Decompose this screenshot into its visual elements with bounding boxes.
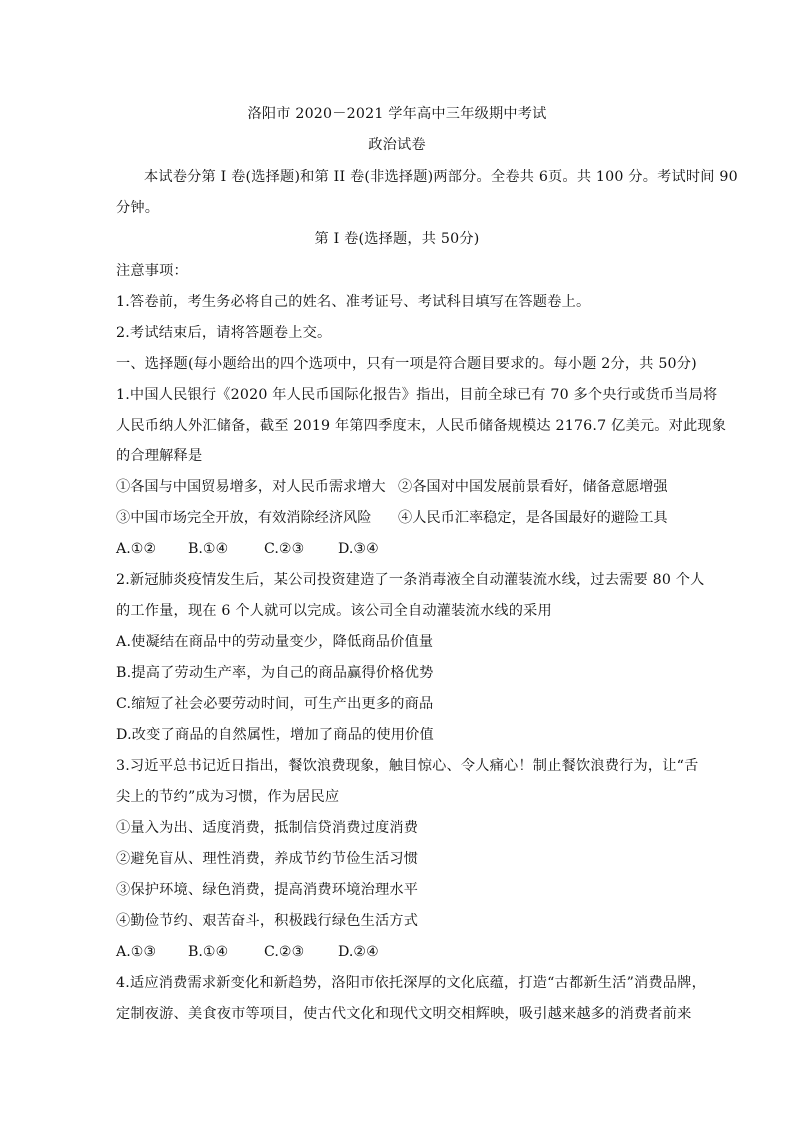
q1-statement-3: ③中国市场完全开放，有效消除经济风险: [116, 510, 372, 526]
q1-statements-row-1: [116, 477, 668, 497]
q3-statement-1: ①量入为出、适度消费，抵制信贷消费过度消费: [116, 820, 419, 836]
q1-stem-line-2: 人民币纳人外汇储备，截至 2019 年第四季度末，人民币储备规模达 2176.7 亿美元。对此现象: [116, 418, 727, 434]
q3-option-c: C.②③: [264, 944, 305, 960]
q3-option-b: B.①④: [188, 944, 229, 960]
q1-statement-4: ④人民币汇率稳定，是各国最好的避险工具: [398, 510, 668, 526]
note-item-1: 1.答卷前，考生务必将自己的姓名、准考证号、考试科目填写在答题卷上。: [116, 294, 591, 310]
q1-stem-line-3: 的合理解释是: [116, 448, 203, 464]
q4-stem-line-1: 4.适应消费需求新变化和新趋势，洛阳市依托深厚的文化底蕴，打造“古都新生活”消费品牌，: [116, 975, 706, 991]
q1-option-b: B.①④: [188, 541, 229, 557]
q2-option-a: A.使凝结在商品中的劳动量变少，降低商品价值量: [116, 634, 434, 650]
q1-options: [116, 539, 379, 559]
q1-option-a: A.①②: [116, 541, 157, 557]
q1-option-d: D.③④: [338, 541, 379, 557]
q1-statement-1: ①各国与中国贸易增多，对人民币需求增大: [116, 479, 386, 495]
notes-heading: 注意事项：: [116, 263, 188, 279]
q1-statement-2: ②各国对中国发展前景看好，储备意愿增强: [398, 479, 668, 495]
q2-stem-line-1: 2.新冠肺炎疫情发生后，某公司投资建造了一条消毒液全自动灌装流水线，过去需要 80 个人: [116, 572, 705, 588]
q2-option-d: D.改变了商品的自然属性，增加了商品的使用价值: [116, 727, 434, 743]
q2-option-c: C.缩短了社会必要劳动时间，可生产出更多的商品: [116, 696, 434, 712]
q3-statement-2: ②避免盲从、理性消费，养成节约节俭生活习惯: [116, 851, 419, 867]
q1-statements-row-2: [116, 508, 668, 528]
q1-option-c: C.②③: [264, 541, 305, 557]
part-heading: 一、选择题(每小题给出的四个选项中，只有一项是符合题目要求的。每小题 2分，共 50分): [116, 356, 697, 372]
q2-stem-line-2: 的工作量，现在 6 个人就可以完成。该公司全自动灌装流水线的采用: [116, 603, 552, 619]
q3-options: [116, 942, 379, 962]
intro-line-2: 分钟。: [116, 200, 160, 216]
q3-stem-line-1: 3.习近平总书记近日指出，餐饮浪费现象，触目惊心、令人痛心！制止餐饮浪费行为，让“舌: [116, 758, 699, 774]
q2-option-b: B.提高了劳动生产率，为自己的商品赢得价格优势: [116, 665, 434, 681]
q1-stem-line-1: 1.中国人民银行《2020 年人民币国际化报告》指出，目前全球已有 70 多个央行或货币当局将: [116, 387, 718, 403]
intro-line-1: 本试卷分第 I 卷(选择题)和第 II 卷(非选择题)两部分。全卷共 6页。共 100 分。考试时间 90: [144, 169, 738, 185]
q3-statement-4: ④勤俭节约、艰苦奋斗，积极践行绿色生活方式: [116, 913, 419, 929]
q3-stem-line-2: 尖上的节约”成为习惯，作为居民应: [116, 789, 340, 805]
section-title: 第 I 卷(选择题，共 50分): [314, 231, 480, 247]
q3-option-d: D.②④: [338, 944, 379, 960]
note-item-2: 2.考试结束后，请将答题卷上交。: [116, 325, 332, 341]
q4-stem-line-2: 定制夜游、美食夜市等项目，使古代文化和现代文明交相辉映，吸引越来越多的消费者前来: [116, 1006, 692, 1022]
q3-statement-3: ③保护环境、绿色消费，提高消费环境治理水平: [116, 882, 419, 898]
q3-option-a: A.①③: [116, 944, 157, 960]
exam-title: 洛阳市 2020－2021 学年高中三年级期中考试: [247, 106, 547, 122]
exam-subject: 政治试卷: [368, 137, 426, 153]
